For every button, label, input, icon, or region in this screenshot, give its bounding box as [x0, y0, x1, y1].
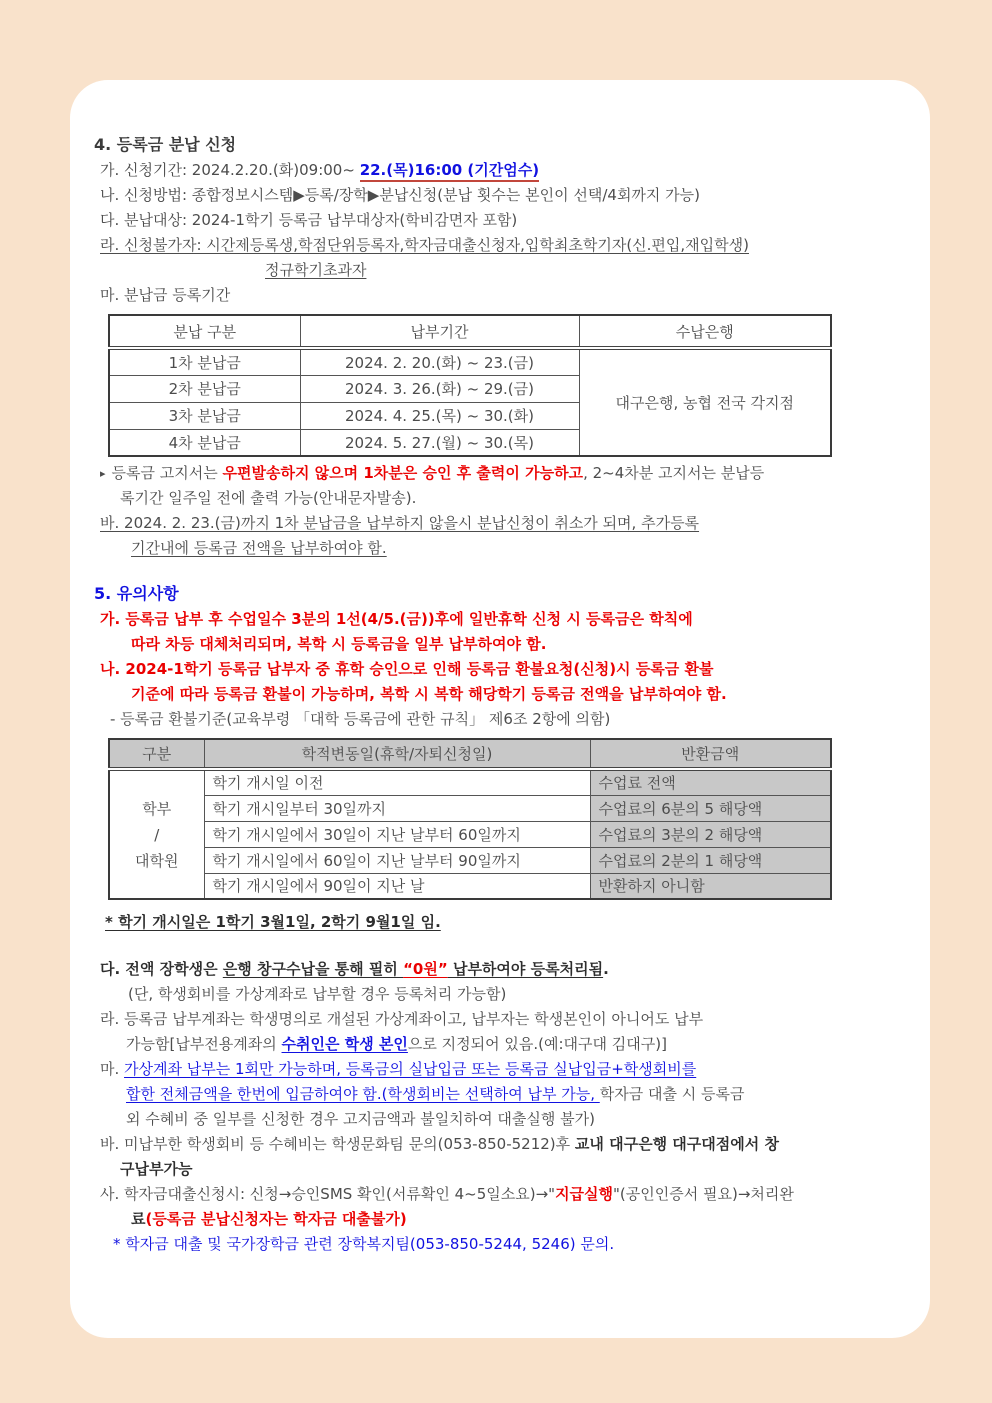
sec5-item-onetime-payment-cont2: [94, 1107, 906, 1132]
sec4-item-application-method: [94, 183, 906, 208]
cell-refund-5: 반환하지 아니함: [590, 873, 831, 899]
table-row: [109, 847, 831, 873]
group-undergrad: 학부: [142, 799, 172, 818]
cancellation-text: 바. 2024. 2. 23.(금)까지 1차 분납금을 납부하지 않을시 분납신청이 취소가 되며, 추가등록: [100, 514, 700, 532]
loan-contact-note: [94, 1232, 906, 1257]
section5-title-text: 5. 유의사항: [94, 584, 179, 603]
installment-schedule-table: [108, 314, 832, 457]
sec4-item-registration-period: [94, 283, 906, 308]
table-row: [109, 873, 831, 899]
sec4-bullet-notice-cont: [94, 486, 906, 511]
sec5-refund-standard-note: [94, 707, 906, 732]
onetime-line2-gray: 학자금 대출 시 등록금: [599, 1085, 745, 1103]
student-loan-mid: "(공인인증서 필요)→처리완: [613, 1185, 794, 1203]
cell-installment-1: 1차 분납금: [109, 348, 300, 375]
loan-contact-text: * 학자금 대출 및 국가장학금 관련 장학복지팀(053-850-5244, 5246) 문의.: [113, 1235, 615, 1253]
cell-refund-4: 수업료의 2분의 1 해당액: [590, 847, 831, 873]
sec5-item-leave-rule-cont: [94, 632, 906, 657]
sec5-item-scholarship-cont: [94, 982, 906, 1007]
scholarship-bold: 다. 전액 장학생은: [100, 960, 223, 978]
student-loan-execution: 지급실행: [555, 1185, 614, 1203]
student-loan-prefix: 사. 학자금대출신청시: 신청→승인SMS 확인(서류확인 4~5일소요)→": [100, 1185, 556, 1203]
cell-installment-4: 4차 분납금: [109, 429, 300, 456]
sec5-item-virtual-account: [94, 1007, 906, 1032]
group-slash: /: [154, 825, 160, 844]
onetime-line3: 외 수혜비 중 일부를 신청한 경우 고지금액과 불일치하여 대출실행 불가): [126, 1110, 595, 1128]
header-payment-period: 납부기간: [300, 315, 579, 348]
group-grad: 대학원: [135, 851, 179, 870]
onetime-line1-blue: 가상계좌 납부는 1회만 가능하며, 등록금의 실납입금 또는 등록금 실납입금+학생회비를: [124, 1060, 697, 1078]
table-row: [109, 769, 831, 795]
table-header-row: [109, 315, 831, 348]
cell-change-4: 학기 개시일에서 60일이 지난 날부터 90일까지: [204, 847, 590, 873]
sec4-item-cancellation: [94, 511, 906, 536]
bullet-cont-text: 록기간 일주일 전에 출력 가능(안내문자발송).: [120, 489, 417, 507]
cell-period-3: 2024. 4. 25.(목) ~ 30.(화): [300, 402, 579, 429]
header-change-date: 학적변동일(휴학/자퇴신청일): [204, 739, 590, 769]
header-category: 구분: [109, 739, 204, 769]
table-row: [109, 795, 831, 821]
cell-refund-2: 수업료의 6분의 5 해당액: [590, 795, 831, 821]
onetime-prefix: 마.: [100, 1060, 125, 1078]
cell-change-1: 학기 개시일 이전: [204, 769, 590, 795]
application-method-text: 나. 신청방법: 종합정보시스템▶등록/장학▶분납신청(분납 횟수는 본인이 선택/4회까지 가능): [100, 186, 701, 204]
triangle-bullet-icon: ▸: [100, 467, 106, 480]
sec5-item-student-loan: [94, 1182, 906, 1207]
onetime-line2-blue: 합한 전체금액을 한번에 입금하여야 함.(학생회비는 선택하여 납부 가능,: [126, 1085, 600, 1103]
scholarship-zero-won: “0원”: [403, 960, 448, 978]
cell-period-2: 2024. 3. 26.(화) ~ 29.(금): [300, 375, 579, 402]
cell-period-4: 2024. 5. 27.(월) ~ 30.(목): [300, 429, 579, 456]
student-loan-cont-bold: 료: [131, 1210, 146, 1228]
cell-change-5: 학기 개시일에서 90일이 지난 날: [204, 873, 590, 899]
virtual-account-payee: 수취인은 학생 본인: [281, 1035, 408, 1053]
cancellation-cont-text: 기간내에 등록금 전액을 납부하여야 함.: [131, 539, 387, 557]
not-eligible-cont-text: 정규학기초과자: [265, 261, 367, 279]
unpaid-fees-bold-cont: 구납부가능: [120, 1160, 193, 1178]
scholarship-cont-text: (단, 학생회비를 가상계좌로 납부할 경우 등록처리 가능함): [128, 985, 507, 1003]
leave-rule-line1: 가. 등록금 납부 후 수업일수 3분의 1선(4/5.(금))후에 일반휴학 신청 시 등록금은 학칙에: [100, 610, 693, 628]
sec5-item-refund-rule: [94, 657, 906, 682]
sec4-item-not-eligible-cont: [94, 258, 906, 283]
sec5-item-virtual-account-cont: [94, 1032, 906, 1057]
refund-policy-table: [108, 738, 832, 900]
document-page: [70, 80, 930, 1338]
eligible-text: 다. 분납대상: 2024-1학기 등록금 납부대상자(학비감면자 포함): [100, 211, 518, 229]
refund-standard-text: - 등록금 환불기준(교육부령 「대학 등록금에 관한 규칙」 제6조 2항에 의함): [110, 710, 611, 728]
header-installment-type: 분납 구분: [109, 315, 300, 348]
virtual-account-pre: 가능함[납부전용계좌의: [126, 1035, 282, 1053]
cell-change-3: 학기 개시일에서 30일이 지난 날부터 60일까지: [204, 821, 590, 847]
not-eligible-text: 라. 신청불가자: 시간제등록생,학점단위등록자,학자금대출신청자,입학최초학기자(신.편입,재입학생): [100, 236, 749, 254]
sec5-item-student-loan-cont: [94, 1207, 906, 1232]
sec4-bullet-notice: [94, 461, 906, 486]
cell-bank: 대구은행, 농협 전국 각지점: [579, 348, 831, 456]
bullet-prefix: 등록금 고지서는: [111, 464, 223, 482]
sec5-item-scholarship: [94, 957, 906, 982]
sec5-item-refund-rule-cont: [94, 682, 906, 707]
table-header-row: [109, 739, 831, 769]
sec4-item-not-eligible: [94, 233, 906, 258]
sec5-item-onetime-payment: [94, 1057, 906, 1082]
unpaid-fees-bold: 교내 대구은행 대구대점에서 창: [574, 1135, 779, 1153]
application-deadline: 22.(목)16:00 (기간엄수): [360, 161, 539, 182]
scholarship-underline1: 은행 창구수납을 통해 필히: [222, 960, 404, 978]
cell-period-1: 2024. 2. 20.(화) ~ 23.(금): [300, 348, 579, 375]
cell-student-group: [109, 769, 204, 899]
sec5-item-onetime-payment-cont1: [94, 1082, 906, 1107]
refund-rule-line2: 기준에 따라 등록금 환불이 가능하며, 복학 시 복학 해당학기 등록금 전액을 납부하여야 함.: [131, 685, 727, 703]
registration-period-text: 마. 분납금 등록기간: [100, 286, 231, 304]
refund-rule-line1: 나. 2024-1학기 등록금 납부자 중 휴학 승인으로 인해 등록금 환불요청(신청)시 등록금 환불: [100, 660, 714, 678]
table-row: [109, 821, 831, 847]
table-row: [109, 348, 831, 375]
semester-start-note-text: * 학기 개시일은 1학기 3월1일, 2학기 9월1일 임.: [105, 913, 441, 931]
sec4-item-cancellation-cont: [94, 536, 906, 561]
cell-installment-2: 2차 분납금: [109, 375, 300, 402]
sec4-item-application-period: [94, 158, 906, 183]
cell-refund-1: 수업료 전액: [590, 769, 831, 795]
application-period-label: 가. 신청기간: 2024.2.20.(화)09:00~: [100, 161, 360, 179]
section5-title: [94, 581, 906, 607]
bullet-mid: , 2~4차분 고지서는 분납등: [583, 464, 765, 482]
semester-start-note: [94, 910, 906, 935]
header-refund-amount: 반환금액: [590, 739, 831, 769]
unpaid-fees-prefix: 바. 미납부한 학생회비 등 수혜비는 학생문화팀 문의(053-850-5212)후: [100, 1135, 575, 1153]
cell-change-2: 학기 개시일부터 30일까지: [204, 795, 590, 821]
cell-installment-3: 3차 분납금: [109, 402, 300, 429]
sec5-item-leave-rule: [94, 607, 906, 632]
virtual-account-post: 으로 지정되어 있음.(예:대구대 김대구)]: [407, 1035, 667, 1053]
section4-title-text: 4. 등록금 분납 신청: [94, 135, 237, 154]
cell-refund-3: 수업료의 3분의 2 해당액: [590, 821, 831, 847]
sec5-item-unpaid-fees: [94, 1132, 906, 1157]
leave-rule-line2: 따라 차등 대체처리되며, 복학 시 등록금을 일부 납부하여야 함.: [131, 635, 547, 653]
bullet-warning-red: 우편발송하지 않으며 1차분은 승인 후 출력이 가능하고: [222, 464, 584, 482]
scholarship-period: .: [603, 960, 609, 978]
sec4-item-eligible: [94, 208, 906, 233]
header-bank: 수납은행: [579, 315, 831, 348]
scholarship-underline2: 납부하여야 등록처리됨: [447, 960, 604, 978]
sec5-item-unpaid-fees-cont: [94, 1157, 906, 1182]
section4-title: [94, 132, 906, 158]
student-loan-cont-red: (등록금 분납신청자는 학자금 대출불가): [145, 1210, 407, 1228]
virtual-account-line1: 라. 등록금 납부계좌는 학생명의로 개설된 가상계좌이고, 납부자는 학생본인이 아니어도 납부: [100, 1010, 704, 1028]
